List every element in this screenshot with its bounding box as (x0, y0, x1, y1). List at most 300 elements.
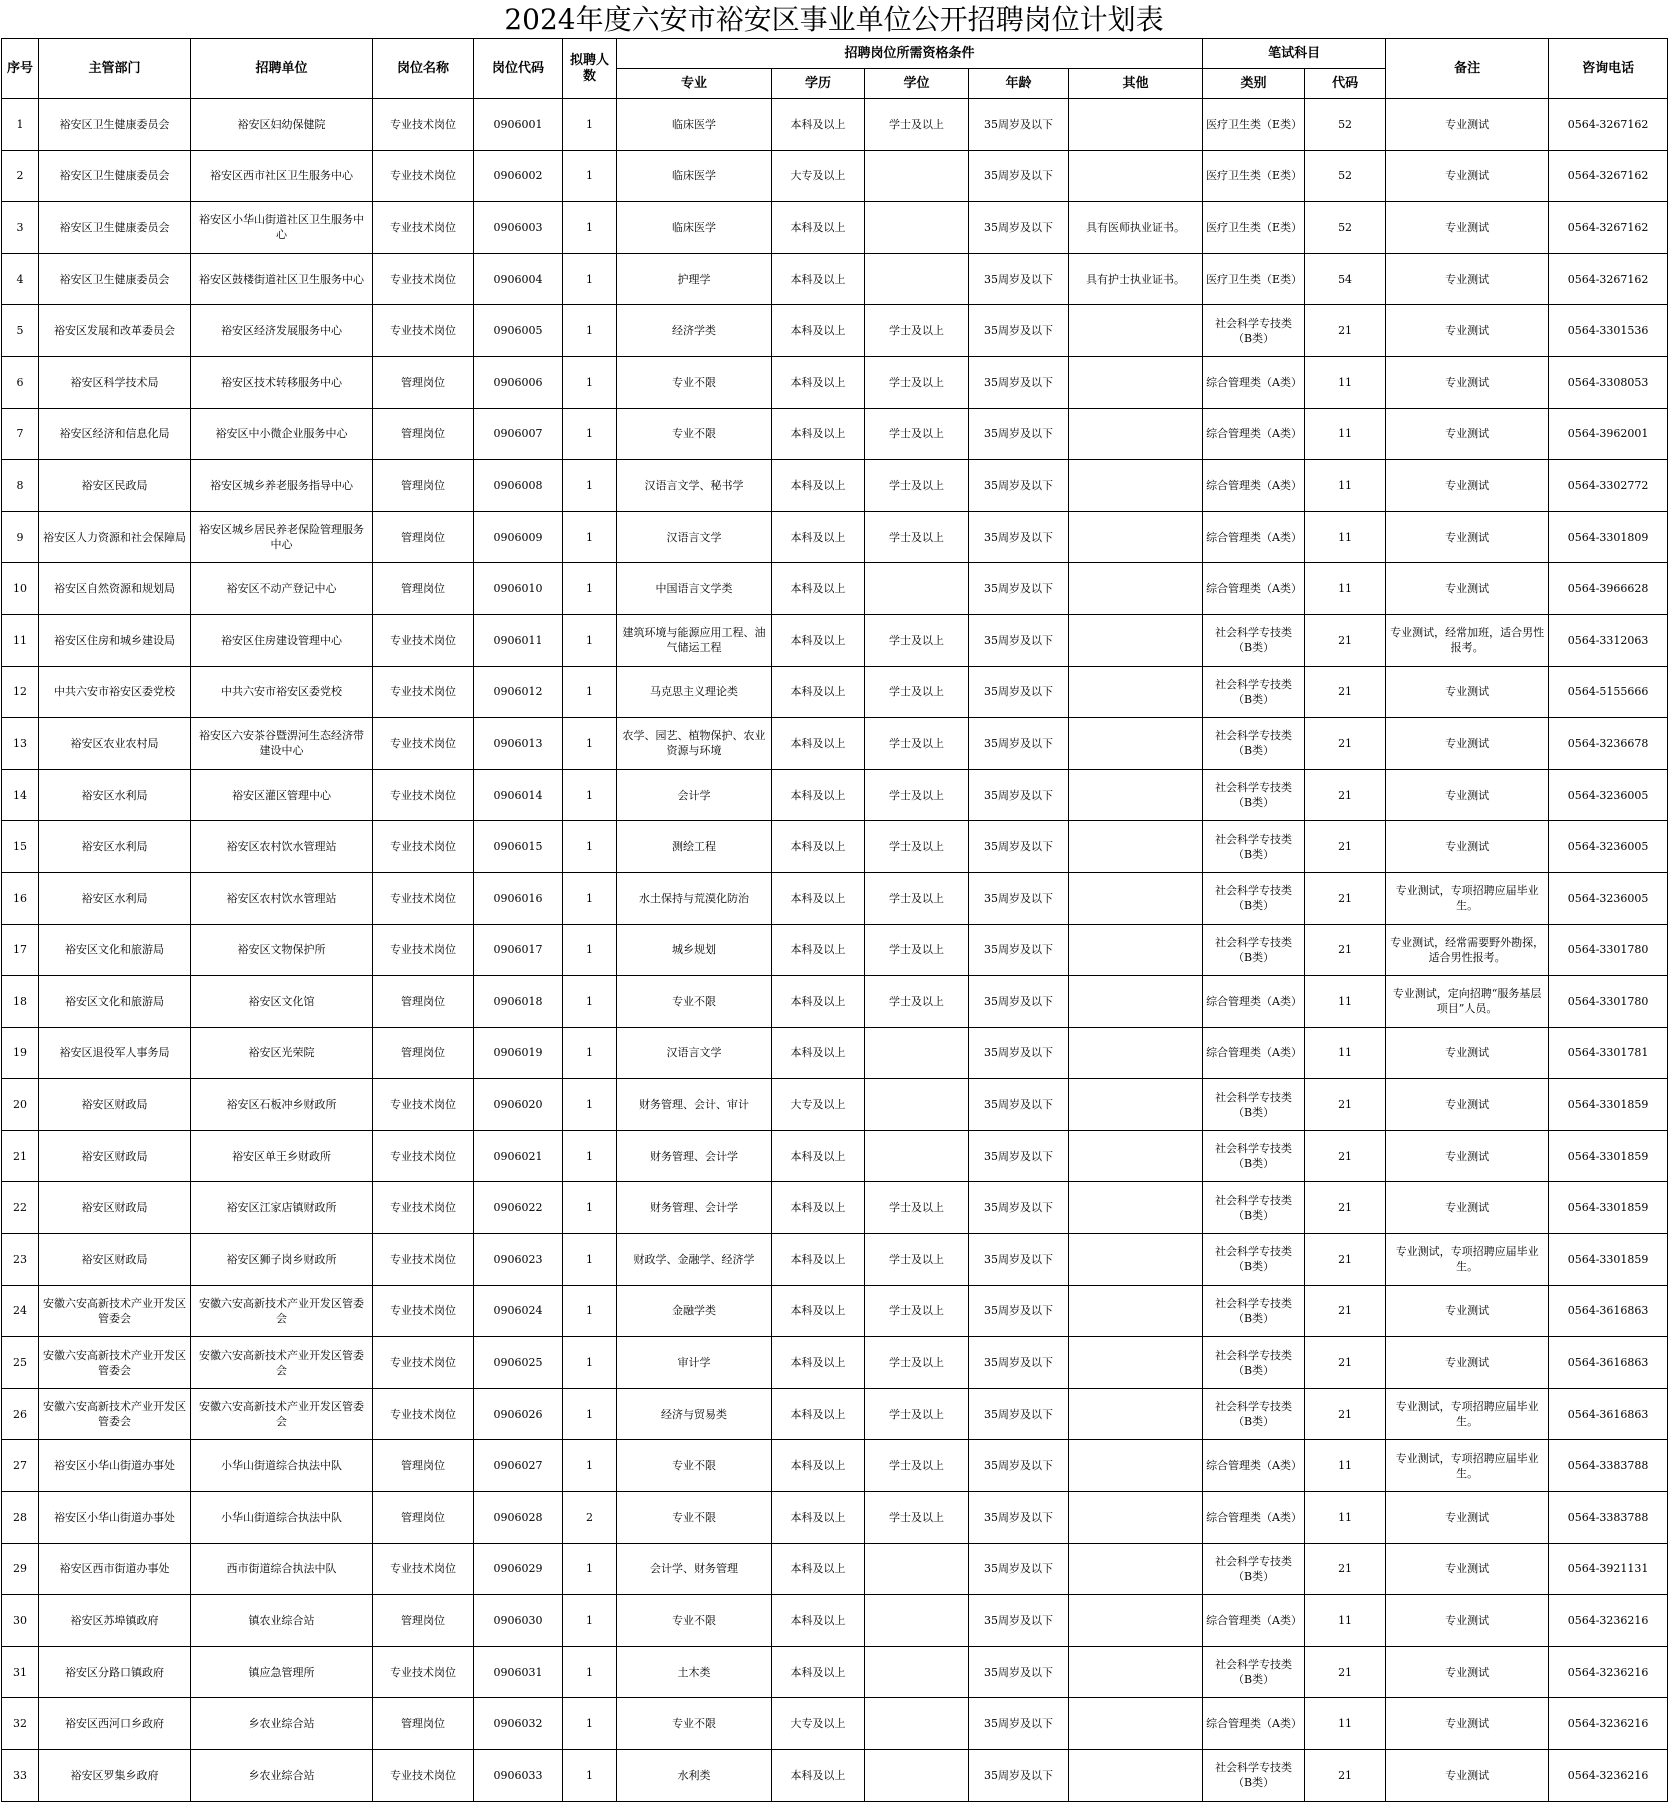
cell-other (1069, 150, 1203, 202)
cell-count: 1 (563, 976, 617, 1028)
cell-code: 0906028 (474, 1492, 563, 1544)
cell-age: 35周岁及以下 (969, 924, 1069, 976)
cell-degree: 学士及以上 (865, 356, 969, 408)
cell-phone: 0564-3267162 (1549, 253, 1668, 305)
cell-education: 本科及以上 (772, 1285, 865, 1337)
cell-post: 专业技术岗位 (373, 666, 474, 718)
cell-note: 专业测试 (1386, 1646, 1549, 1698)
cell-age: 35周岁及以下 (969, 1130, 1069, 1182)
cell-post: 管理岗位 (373, 1027, 474, 1079)
cell-note: 专业测试 (1386, 1285, 1549, 1337)
cell-exam-type: 综合管理类（A类） (1203, 1440, 1305, 1492)
header-code: 岗位代码 (474, 39, 563, 99)
cell-dept: 裕安区水利局 (39, 821, 191, 873)
cell-count: 1 (563, 1285, 617, 1337)
cell-other (1069, 976, 1203, 1028)
cell-note: 专业测试 (1386, 99, 1549, 151)
cell-other (1069, 1388, 1203, 1440)
cell-exam-code: 11 (1305, 408, 1386, 460)
cell-dept: 裕安区住房和城乡建设局 (39, 614, 191, 666)
table-row (2, 718, 1668, 770)
cell-age: 35周岁及以下 (969, 1388, 1069, 1440)
cell-phone: 0564-5155666 (1549, 666, 1668, 718)
cell-post: 专业技术岗位 (373, 253, 474, 305)
cell-count: 1 (563, 1543, 617, 1595)
cell-major: 土木类 (617, 1646, 772, 1698)
cell-exam-code: 54 (1305, 253, 1386, 305)
cell-count: 1 (563, 1750, 617, 1802)
cell-note: 专业测试 (1386, 666, 1549, 718)
cell-other (1069, 511, 1203, 563)
cell-other: 具有护士执业证书。 (1069, 253, 1203, 305)
cell-count: 1 (563, 1337, 617, 1389)
cell-exam-type: 社会科学专技类（B类） (1203, 821, 1305, 873)
cell-phone: 0564-3236005 (1549, 769, 1668, 821)
table-row (2, 769, 1668, 821)
cell-dept: 安徽六安高新技术产业开发区管委会 (39, 1285, 191, 1337)
cell-other: 具有医师执业证书。 (1069, 202, 1203, 254)
cell-phone: 0564-3383788 (1549, 1440, 1668, 1492)
cell-degree: 学士及以上 (865, 976, 969, 1028)
cell-index: 22 (2, 1182, 39, 1234)
cell-phone: 0564-3966628 (1549, 563, 1668, 615)
cell-other (1069, 1595, 1203, 1647)
cell-code: 0906029 (474, 1543, 563, 1595)
cell-education: 本科及以上 (772, 872, 865, 924)
cell-dept: 裕安区人力资源和社会保障局 (39, 511, 191, 563)
cell-exam-code: 21 (1305, 1337, 1386, 1389)
cell-note: 专业测试 (1386, 1337, 1549, 1389)
cell-code: 0906007 (474, 408, 563, 460)
header-count: 拟聘人数 (563, 39, 617, 99)
cell-exam-code: 21 (1305, 1750, 1386, 1802)
cell-count: 1 (563, 1646, 617, 1698)
cell-note: 专业测试 (1386, 305, 1549, 357)
cell-phone: 0564-3308053 (1549, 356, 1668, 408)
table-row (2, 460, 1668, 512)
cell-exam-type: 综合管理类（A类） (1203, 356, 1305, 408)
cell-other (1069, 666, 1203, 718)
cell-exam-type: 社会科学专技类（B类） (1203, 1234, 1305, 1286)
cell-phone: 0564-3616863 (1549, 1285, 1668, 1337)
cell-education: 本科及以上 (772, 769, 865, 821)
cell-other (1069, 356, 1203, 408)
cell-other (1069, 1750, 1203, 1802)
cell-exam-code: 21 (1305, 305, 1386, 357)
table-row (2, 99, 1668, 151)
cell-major: 城乡规划 (617, 924, 772, 976)
table-body (2, 99, 1668, 1802)
cell-note: 专业测试 (1386, 821, 1549, 873)
cell-degree: 学士及以上 (865, 614, 969, 666)
cell-education: 本科及以上 (772, 718, 865, 770)
cell-count: 1 (563, 1234, 617, 1286)
cell-index: 7 (2, 408, 39, 460)
cell-unit: 裕安区住房建设管理中心 (191, 614, 373, 666)
cell-degree: 学士及以上 (865, 460, 969, 512)
cell-index: 15 (2, 821, 39, 873)
cell-major: 水利类 (617, 1750, 772, 1802)
cell-other (1069, 924, 1203, 976)
table-row (2, 1182, 1668, 1234)
cell-education: 本科及以上 (772, 614, 865, 666)
cell-major: 水土保持与荒漠化防治 (617, 872, 772, 924)
cell-major: 专业不限 (617, 1595, 772, 1647)
cell-index: 33 (2, 1750, 39, 1802)
cell-dept: 裕安区水利局 (39, 872, 191, 924)
cell-other (1069, 99, 1203, 151)
cell-major: 审计学 (617, 1337, 772, 1389)
table-row (2, 511, 1668, 563)
cell-degree: 学士及以上 (865, 718, 969, 770)
cell-exam-code: 11 (1305, 1440, 1386, 1492)
cell-code: 0906024 (474, 1285, 563, 1337)
cell-phone: 0564-3301859 (1549, 1182, 1668, 1234)
cell-other (1069, 563, 1203, 615)
cell-exam-type: 综合管理类（A类） (1203, 1698, 1305, 1750)
cell-post: 专业技术岗位 (373, 1285, 474, 1337)
cell-unit: 裕安区妇幼保健院 (191, 99, 373, 151)
table-row (2, 150, 1668, 202)
cell-post: 专业技术岗位 (373, 1543, 474, 1595)
cell-exam-type: 社会科学专技类（B类） (1203, 924, 1305, 976)
cell-degree (865, 1027, 969, 1079)
cell-dept: 裕安区分路口镇政府 (39, 1646, 191, 1698)
cell-phone: 0564-3267162 (1549, 150, 1668, 202)
cell-dept: 裕安区水利局 (39, 769, 191, 821)
header-qualifications: 招聘岗位所需资格条件 (617, 39, 1203, 69)
cell-age: 35周岁及以下 (969, 1646, 1069, 1698)
cell-major: 财务管理、会计学 (617, 1130, 772, 1182)
cell-code: 0906005 (474, 305, 563, 357)
cell-education: 本科及以上 (772, 1543, 865, 1595)
cell-other (1069, 872, 1203, 924)
cell-major: 会计学、财务管理 (617, 1543, 772, 1595)
cell-unit: 中共六安市裕安区委党校 (191, 666, 373, 718)
table-row (2, 1337, 1668, 1389)
cell-index: 31 (2, 1646, 39, 1698)
cell-count: 1 (563, 1130, 617, 1182)
cell-degree (865, 1130, 969, 1182)
cell-exam-type: 综合管理类（A类） (1203, 1595, 1305, 1647)
cell-post: 管理岗位 (373, 408, 474, 460)
cell-age: 35周岁及以下 (969, 614, 1069, 666)
cell-exam-code: 21 (1305, 769, 1386, 821)
cell-count: 1 (563, 614, 617, 666)
cell-unit: 小华山街道综合执法中队 (191, 1440, 373, 1492)
cell-exam-code: 11 (1305, 563, 1386, 615)
cell-education: 本科及以上 (772, 305, 865, 357)
cell-age: 35周岁及以下 (969, 1492, 1069, 1544)
cell-code: 0906032 (474, 1698, 563, 1750)
cell-index: 25 (2, 1337, 39, 1389)
cell-major: 汉语言文学 (617, 1027, 772, 1079)
cell-phone: 0564-3616863 (1549, 1388, 1668, 1440)
cell-other (1069, 305, 1203, 357)
cell-major: 临床医学 (617, 202, 772, 254)
cell-other (1069, 408, 1203, 460)
cell-index: 27 (2, 1440, 39, 1492)
cell-exam-code: 11 (1305, 460, 1386, 512)
cell-age: 35周岁及以下 (969, 718, 1069, 770)
cell-major: 临床医学 (617, 150, 772, 202)
cell-phone: 0564-3267162 (1549, 99, 1668, 151)
cell-count: 1 (563, 872, 617, 924)
cell-major: 汉语言文学 (617, 511, 772, 563)
cell-unit: 镇应急管理所 (191, 1646, 373, 1698)
cell-age: 35周岁及以下 (969, 99, 1069, 151)
table-row (2, 1543, 1668, 1595)
cell-exam-code: 21 (1305, 821, 1386, 873)
cell-post: 专业技术岗位 (373, 305, 474, 357)
cell-age: 35周岁及以下 (969, 1285, 1069, 1337)
cell-degree: 学士及以上 (865, 511, 969, 563)
cell-phone: 0564-3267162 (1549, 202, 1668, 254)
cell-degree (865, 150, 969, 202)
cell-count: 1 (563, 1182, 617, 1234)
cell-age: 35周岁及以下 (969, 1750, 1069, 1802)
cell-age: 35周岁及以下 (969, 1337, 1069, 1389)
cell-degree: 学士及以上 (865, 1492, 969, 1544)
cell-unit: 裕安区城乡居民养老保险管理服务中心 (191, 511, 373, 563)
cell-exam-code: 11 (1305, 1492, 1386, 1544)
cell-phone: 0564-3236216 (1549, 1646, 1668, 1698)
cell-index: 19 (2, 1027, 39, 1079)
cell-post: 专业技术岗位 (373, 872, 474, 924)
cell-dept: 裕安区西河口乡政府 (39, 1698, 191, 1750)
cell-other (1069, 614, 1203, 666)
cell-exam-code: 52 (1305, 150, 1386, 202)
cell-unit: 裕安区西市社区卫生服务中心 (191, 150, 373, 202)
cell-dept: 裕安区财政局 (39, 1234, 191, 1286)
cell-code: 0906002 (474, 150, 563, 202)
cell-code: 0906019 (474, 1027, 563, 1079)
cell-dept: 裕安区小华山街道办事处 (39, 1492, 191, 1544)
cell-code: 0906018 (474, 976, 563, 1028)
cell-major: 专业不限 (617, 1492, 772, 1544)
cell-dept: 裕安区民政局 (39, 460, 191, 512)
cell-post: 专业技术岗位 (373, 150, 474, 202)
cell-age: 35周岁及以下 (969, 769, 1069, 821)
cell-major: 临床医学 (617, 99, 772, 151)
cell-exam-type: 医疗卫生类（E类） (1203, 202, 1305, 254)
cell-education: 本科及以上 (772, 1646, 865, 1698)
cell-phone: 0564-3236678 (1549, 718, 1668, 770)
cell-unit: 裕安区灌区管理中心 (191, 769, 373, 821)
cell-age: 35周岁及以下 (969, 1027, 1069, 1079)
cell-index: 11 (2, 614, 39, 666)
cell-index: 13 (2, 718, 39, 770)
cell-post: 管理岗位 (373, 460, 474, 512)
cell-dept: 裕安区财政局 (39, 1182, 191, 1234)
cell-exam-type: 社会科学专技类（B类） (1203, 718, 1305, 770)
cell-note: 专业测试 (1386, 1543, 1549, 1595)
cell-note: 专业测试 (1386, 356, 1549, 408)
cell-other (1069, 1182, 1203, 1234)
cell-age: 35周岁及以下 (969, 1595, 1069, 1647)
cell-count: 1 (563, 1388, 617, 1440)
table-row (2, 924, 1668, 976)
cell-count: 1 (563, 718, 617, 770)
cell-education: 本科及以上 (772, 356, 865, 408)
cell-age: 35周岁及以下 (969, 1234, 1069, 1286)
cell-other (1069, 1492, 1203, 1544)
cell-count: 1 (563, 1027, 617, 1079)
cell-index: 32 (2, 1698, 39, 1750)
cell-count: 1 (563, 202, 617, 254)
cell-dept: 裕安区卫生健康委员会 (39, 253, 191, 305)
cell-index: 26 (2, 1388, 39, 1440)
cell-major: 金融学类 (617, 1285, 772, 1337)
cell-unit: 镇农业综合站 (191, 1595, 373, 1647)
cell-unit: 乡农业综合站 (191, 1698, 373, 1750)
cell-degree: 学士及以上 (865, 769, 969, 821)
cell-index: 8 (2, 460, 39, 512)
cell-degree (865, 1750, 969, 1802)
cell-unit: 裕安区技术转移服务中心 (191, 356, 373, 408)
cell-index: 2 (2, 150, 39, 202)
cell-exam-code: 11 (1305, 1698, 1386, 1750)
header-education: 学历 (772, 69, 865, 99)
cell-index: 4 (2, 253, 39, 305)
table-row (2, 666, 1668, 718)
cell-post: 管理岗位 (373, 356, 474, 408)
cell-degree: 学士及以上 (865, 1388, 969, 1440)
cell-exam-type: 社会科学专技类（B类） (1203, 1543, 1305, 1595)
cell-exam-type: 社会科学专技类（B类） (1203, 1285, 1305, 1337)
cell-index: 28 (2, 1492, 39, 1544)
cell-phone: 0564-3301780 (1549, 924, 1668, 976)
cell-code: 0906009 (474, 511, 563, 563)
cell-dept: 裕安区卫生健康委员会 (39, 150, 191, 202)
cell-other (1069, 769, 1203, 821)
cell-code: 0906025 (474, 1337, 563, 1389)
cell-exam-code: 52 (1305, 202, 1386, 254)
cell-index: 16 (2, 872, 39, 924)
cell-exam-type: 社会科学专技类（B类） (1203, 666, 1305, 718)
cell-other (1069, 460, 1203, 512)
cell-unit: 小华山街道综合执法中队 (191, 1492, 373, 1544)
cell-education: 本科及以上 (772, 666, 865, 718)
table-row (2, 872, 1668, 924)
cell-exam-type: 社会科学专技类（B类） (1203, 1646, 1305, 1698)
cell-code: 0906011 (474, 614, 563, 666)
cell-note: 专业测试 (1386, 1595, 1549, 1647)
cell-index: 24 (2, 1285, 39, 1337)
cell-exam-code: 11 (1305, 1595, 1386, 1647)
cell-note: 专业测试，专项招聘应届毕业生。 (1386, 1234, 1549, 1286)
cell-age: 35周岁及以下 (969, 511, 1069, 563)
cell-age: 35周岁及以下 (969, 202, 1069, 254)
cell-major: 财务管理、会计学 (617, 1182, 772, 1234)
cell-post: 专业技术岗位 (373, 769, 474, 821)
cell-post: 专业技术岗位 (373, 202, 474, 254)
table-row (2, 1440, 1668, 1492)
cell-count: 1 (563, 150, 617, 202)
table-row (2, 976, 1668, 1028)
cell-unit: 裕安区文物保护所 (191, 924, 373, 976)
cell-education: 本科及以上 (772, 202, 865, 254)
cell-unit: 裕安区石板冲乡财政所 (191, 1079, 373, 1131)
cell-exam-code: 21 (1305, 666, 1386, 718)
cell-phone: 0564-3236216 (1549, 1698, 1668, 1750)
cell-unit: 裕安区六安茶谷暨淠河生态经济带建设中心 (191, 718, 373, 770)
cell-other (1069, 718, 1203, 770)
cell-code: 0906033 (474, 1750, 563, 1802)
cell-count: 1 (563, 1440, 617, 1492)
cell-other (1069, 1698, 1203, 1750)
cell-education: 本科及以上 (772, 460, 865, 512)
cell-major: 护理学 (617, 253, 772, 305)
cell-phone: 0564-3962001 (1549, 408, 1668, 460)
cell-exam-code: 21 (1305, 872, 1386, 924)
cell-exam-type: 医疗卫生类（E类） (1203, 99, 1305, 151)
cell-code: 0906016 (474, 872, 563, 924)
cell-note: 专业测试 (1386, 1698, 1549, 1750)
cell-code: 0906030 (474, 1595, 563, 1647)
cell-exam-type: 社会科学专技类（B类） (1203, 1337, 1305, 1389)
cell-phone: 0564-3236005 (1549, 872, 1668, 924)
cell-unit: 裕安区小华山街道社区卫生服务中心 (191, 202, 373, 254)
cell-dept: 裕安区卫生健康委员会 (39, 202, 191, 254)
cell-major: 专业不限 (617, 408, 772, 460)
cell-education: 本科及以上 (772, 1027, 865, 1079)
cell-note: 专业测试，定向招聘“服务基层项目”人员。 (1386, 976, 1549, 1028)
cell-unit: 裕安区中小微企业服务中心 (191, 408, 373, 460)
cell-education: 本科及以上 (772, 1440, 865, 1492)
cell-degree: 学士及以上 (865, 1440, 969, 1492)
table-row (2, 356, 1668, 408)
cell-phone: 0564-3921131 (1549, 1543, 1668, 1595)
cell-note: 专业测试，经常需要野外勘探，适合男性报考。 (1386, 924, 1549, 976)
cell-exam-type: 综合管理类（A类） (1203, 1027, 1305, 1079)
cell-post: 专业技术岗位 (373, 1750, 474, 1802)
cell-note: 专业测试，专项招聘应届毕业生。 (1386, 872, 1549, 924)
cell-exam-code: 21 (1305, 924, 1386, 976)
cell-post: 管理岗位 (373, 511, 474, 563)
cell-post: 专业技术岗位 (373, 1234, 474, 1286)
cell-age: 35周岁及以下 (969, 563, 1069, 615)
cell-count: 2 (563, 1492, 617, 1544)
table-row (2, 305, 1668, 357)
cell-code: 0906003 (474, 202, 563, 254)
header-dept: 主管部门 (39, 39, 191, 99)
cell-dept: 裕安区苏埠镇政府 (39, 1595, 191, 1647)
cell-degree: 学士及以上 (865, 1182, 969, 1234)
table-row (2, 1079, 1668, 1131)
cell-unit: 裕安区城乡养老服务指导中心 (191, 460, 373, 512)
cell-note: 专业测试 (1386, 460, 1549, 512)
cell-exam-type: 社会科学专技类（B类） (1203, 1388, 1305, 1440)
cell-note: 专业测试 (1386, 563, 1549, 615)
cell-degree: 学士及以上 (865, 924, 969, 976)
cell-exam-type: 社会科学专技类（B类） (1203, 614, 1305, 666)
cell-degree (865, 1595, 969, 1647)
cell-unit: 裕安区文化馆 (191, 976, 373, 1028)
cell-exam-code: 11 (1305, 1027, 1386, 1079)
cell-age: 35周岁及以下 (969, 150, 1069, 202)
table-row (2, 1595, 1668, 1647)
cell-post: 管理岗位 (373, 1698, 474, 1750)
header-exam-type: 类别 (1203, 69, 1305, 99)
cell-exam-type: 医疗卫生类（E类） (1203, 150, 1305, 202)
cell-exam-code: 11 (1305, 511, 1386, 563)
cell-age: 35周岁及以下 (969, 1440, 1069, 1492)
cell-education: 本科及以上 (772, 924, 865, 976)
cell-post: 专业技术岗位 (373, 1079, 474, 1131)
header-post: 岗位名称 (373, 39, 474, 99)
cell-count: 1 (563, 511, 617, 563)
